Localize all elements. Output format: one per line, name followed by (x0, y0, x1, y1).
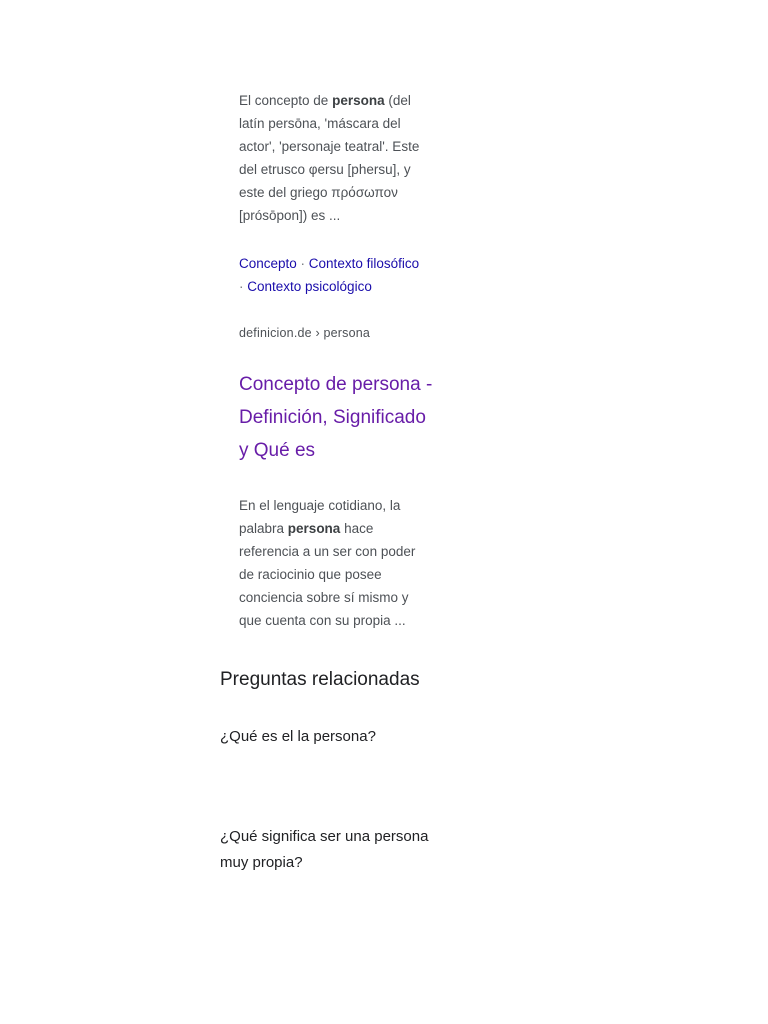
result-1 (239, 89, 429, 227)
result-2 (239, 494, 429, 632)
result-2-snippet (239, 494, 429, 632)
sitelink-concepto[interactable]: Concepto (239, 256, 297, 271)
snippet-text: hace referencia a un ser con poder de raciocinio que posee conciencia sobre sí mismo y que cuenta con su propia ... (239, 521, 416, 628)
related-question-1[interactable]: ¿Qué es el la persona? (220, 728, 376, 745)
snippet-highlight: persona (332, 93, 385, 108)
related-question-2[interactable]: ¿Qué significa ser una persona muy propia? (220, 828, 429, 871)
snippet-highlight: persona (287, 521, 341, 536)
result-1-snippet (239, 89, 429, 227)
sitelink-contexto-psicologico[interactable]: Contexto psicológico (247, 279, 372, 294)
result-2-cite[interactable]: definicion.de › persona (239, 326, 371, 340)
sitelink-separator: · (296, 256, 309, 271)
snippet-text: En el lenguaje cotidiano, la palabra (239, 498, 401, 536)
sitelink-separator: · (239, 279, 248, 294)
sitelink-contexto-filosofico[interactable]: Contexto filosófico (308, 256, 420, 271)
related-questions-heading: Preguntas relacionadas (220, 669, 420, 690)
result-1-sitelinks (239, 252, 429, 298)
result-2-title-link[interactable]: Concepto de persona - Definición, Significado y Qué es (239, 374, 433, 461)
snippet-text: El concepto de (239, 93, 333, 108)
snippet-text: (del latín persōna, 'máscara del actor', 'personaje teatral'. Este del etrusco φersu [phersu], y este del griego πρόσωπον [prósōpon]) es ... (239, 93, 420, 223)
